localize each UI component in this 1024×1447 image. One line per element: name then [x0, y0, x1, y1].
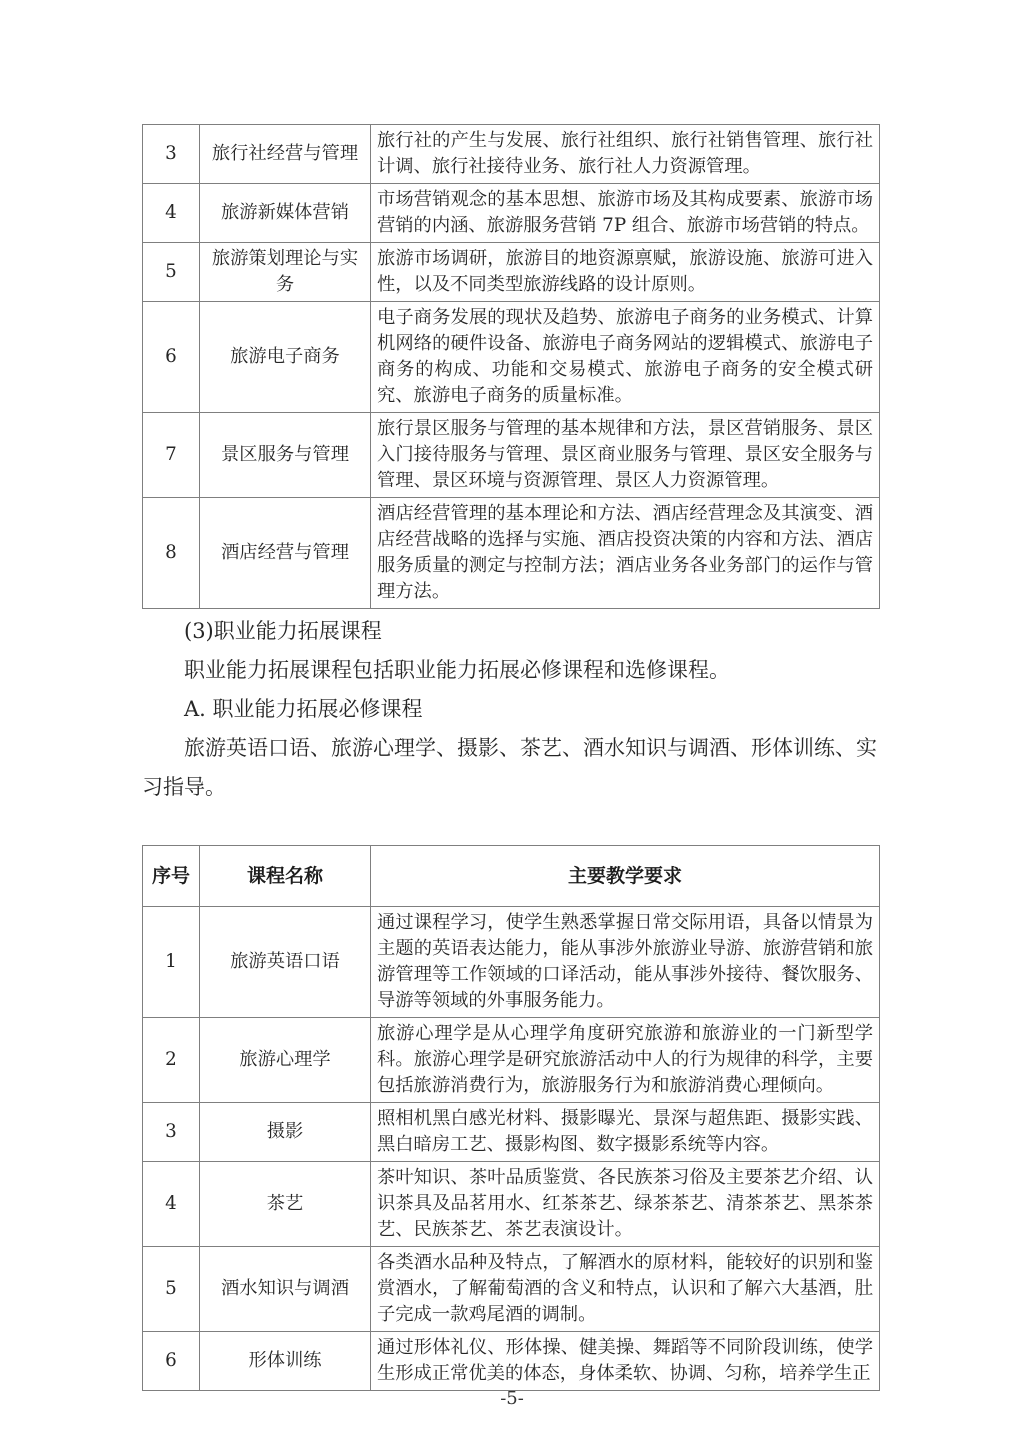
course-name-cell: 形体训练 [200, 1332, 371, 1391]
course-list-paragraph: 旅游英语口语、旅游心理学、摄影、茶艺、酒水知识与调酒、形体训练、实习指导。 [142, 736, 877, 799]
expansion-table-header [143, 846, 880, 907]
expansion-courses-table-body [143, 907, 880, 1391]
course-description-cell: 旅行社的产生与发展、旅行社组织、旅行社销售管理、旅行社计调、旅行社接待业务、旅行社人力资源管理。 [371, 125, 880, 184]
course-name-cell: 旅行社经营与管理 [200, 125, 371, 184]
row-number-cell: 5 [143, 243, 200, 302]
expansion-courses-table [142, 845, 880, 1391]
table-row [143, 1332, 880, 1391]
course-description-cell: 旅游心理学是从心理学角度研究旅游和旅游业的一门新型学科。旅游心理学是研究旅游活动中人的行为规律的科学，主要包括旅游消费行为，旅游服务行为和旅游消费心理倾向。 [371, 1018, 880, 1103]
column-header-course-name: 课程名称 [200, 846, 371, 907]
course-description-cell: 旅游市场调研，旅游目的地资源禀赋，旅游设施、旅游可进入性，以及不同类型旅游线路的设计原则。 [371, 243, 880, 302]
course-description-cell: 通过课程学习，使学生熟悉掌握日常交际用语，具备以情景为主题的英语表达能力，能从事涉外旅游业导游、旅游营销和旅游管理等工作领域的口译活动，能从事涉外接待、餐饮服务、导游等领域的外事服务能力。 [371, 907, 880, 1018]
course-description-cell: 茶叶知识、茶叶品质鉴赏、各民族茶习俗及主要茶艺介绍、认识茶具及品茗用水、红茶茶艺、绿茶茶艺、清茶茶艺、黑茶茶艺、民族茶艺、茶艺表演设计。 [371, 1162, 880, 1247]
section-heading: (3)职业能力拓展课程 [184, 619, 382, 643]
course-description-cell: 照相机黑白感光材料、摄影曝光、景深与超焦距、摄影实践、黑白暗房工艺、摄影构图、数字摄影系统等内容。 [371, 1103, 880, 1162]
row-number-cell: 4 [143, 1162, 200, 1247]
row-number-cell: 5 [143, 1247, 200, 1332]
column-header-number: 序号 [143, 846, 200, 907]
course-name-cell: 旅游电子商务 [200, 302, 371, 413]
course-description-cell: 通过形体礼仪、形体操、健美操、舞蹈等不同阶段训练，使学生形成正常优美的体态，身体柔软、协调、匀称，培养学生正 [371, 1332, 880, 1391]
row-number-cell: 6 [143, 1332, 200, 1391]
row-number-cell: 8 [143, 498, 200, 609]
course-name-cell: 景区服务与管理 [200, 413, 371, 498]
row-number-cell: 2 [143, 1018, 200, 1103]
row-number-cell: 3 [143, 1103, 200, 1162]
course-description-cell: 各类酒水品种及特点，了解酒水的原材料，能较好的识别和鉴赏酒水，了解葡萄酒的含义和特点，认识和了解六大基酒，肚子完成一款鸡尾酒的调制。 [371, 1247, 880, 1332]
core-courses-table [142, 124, 880, 609]
table-row [143, 413, 880, 498]
column-header-teaching-requirements: 主要教学要求 [371, 846, 880, 907]
course-name-cell: 茶艺 [200, 1162, 371, 1247]
course-name-cell: 旅游英语口语 [200, 907, 371, 1018]
table-row [143, 498, 880, 609]
course-description-cell: 旅行景区服务与管理的基本规律和方法，景区营销服务、景区入门接待服务与管理、景区商业服务与管理、景区安全服务与管理、景区环境与资源管理、景区人力资源管理。 [371, 413, 880, 498]
row-number-cell: 1 [143, 907, 200, 1018]
page-number: -5- [500, 1388, 524, 1409]
course-name-cell: 摄影 [200, 1103, 371, 1162]
row-number-cell: 3 [143, 125, 200, 184]
course-description-cell: 市场营销观念的基本思想、旅游市场及其构成要素、旅游市场营销的内涵、旅游服务营销 7P 组合、旅游市场营销的特点。 [371, 184, 880, 243]
core-courses-table-body [143, 125, 880, 609]
section-intro: 职业能力拓展课程包括职业能力拓展必修课程和选修课程。 [184, 658, 730, 682]
table-row [143, 184, 880, 243]
table-row [143, 1018, 880, 1103]
section-paragraphs [142, 612, 883, 807]
course-name-cell: 酒水知识与调酒 [200, 1247, 371, 1332]
row-number-cell: 6 [143, 302, 200, 413]
table-row [143, 907, 880, 1018]
table-row [143, 125, 880, 184]
table-row [143, 302, 880, 413]
section-subheading: A. 职业能力拓展必修课程 [184, 697, 423, 721]
row-number-cell: 7 [143, 413, 200, 498]
course-name-cell: 旅游心理学 [200, 1018, 371, 1103]
course-description-cell: 酒店经营管理的基本理论和方法、酒店经营理念及其演变、酒店经营战略的选择与实施、酒店投资决策的内容和方法、酒店服务质量的测定与控制方法；酒店业务各业务部门的运作与管理方法。 [371, 498, 880, 609]
table-row [143, 1162, 880, 1247]
course-name-cell: 旅游策划理论与实务 [200, 243, 371, 302]
table-row [143, 1247, 880, 1332]
course-description-cell: 电子商务发展的现状及趋势、旅游电子商务的业务模式、计算机网络的硬件设备、旅游电子商务网站的逻辑模式、旅游电子商务的构成、功能和交易模式、旅游电子商务的安全模式研究、旅游电子商务的质量标准。 [371, 302, 880, 413]
course-name-cell: 旅游新媒体营销 [200, 184, 371, 243]
header-row [143, 846, 880, 907]
course-name-cell: 酒店经营与管理 [200, 498, 371, 609]
table-row [143, 1103, 880, 1162]
row-number-cell: 4 [143, 184, 200, 243]
table-row [143, 243, 880, 302]
